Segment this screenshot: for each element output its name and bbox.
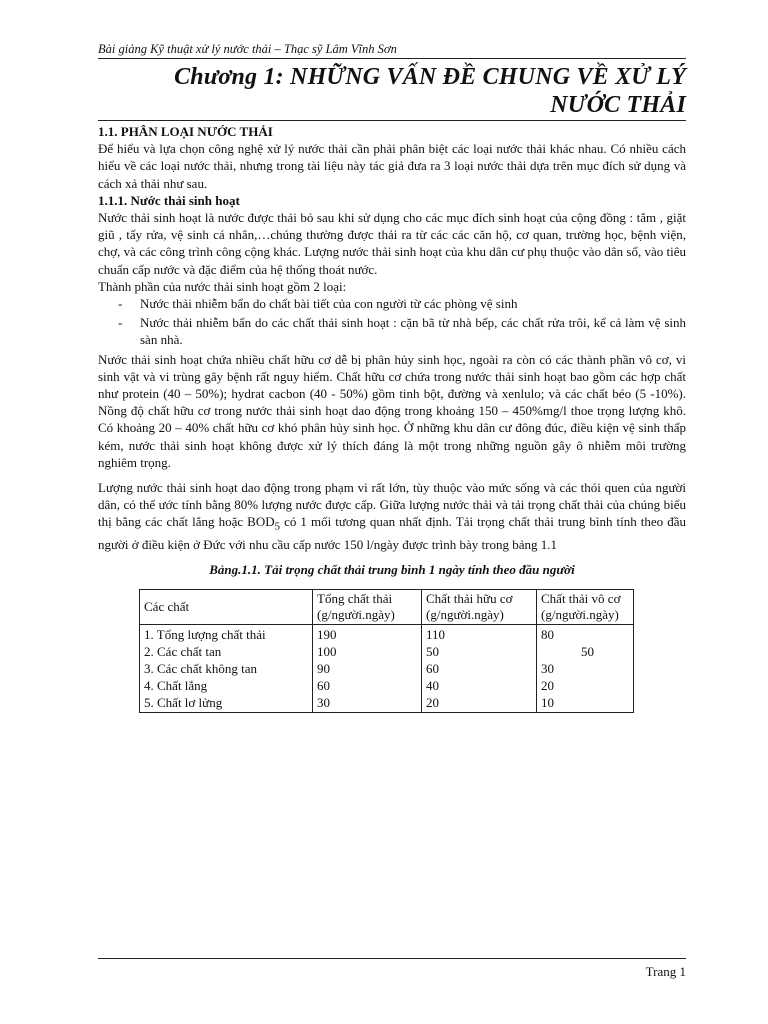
cell-value: 1. Tổng lượng chất thải [144, 626, 266, 642]
paragraph-load-text-cont: có 1 mối tương quan nhất định. Tải trọng chất thải trung bình tính theo đầu người ở điều kiện ở Đức với nhu cầu cấp nước 150 l/ngày được trình bày trong bảng 1.1 [98, 514, 686, 553]
cell-value: 20 [541, 677, 554, 693]
header-total: Tổng chất thải (g/người.ngày) [313, 589, 422, 624]
paragraph-composition: Thành phần của nước thải sinh hoạt gồm 2 loại: [98, 278, 347, 294]
cell-value: 60 [426, 660, 439, 676]
header-substance: Các chất [140, 589, 313, 624]
cell-substance [140, 624, 313, 712]
cell-value: 100 [317, 643, 337, 659]
document-body [98, 123, 686, 713]
running-header: Bài giảng Kỹ thuật xử lý nước thải – Thạc sỹ Lâm Vĩnh Sơn [98, 42, 397, 56]
table-caption: Bảng.1.1. Tải trọng chất thải trung bình 1 ngày tính theo đầu người [209, 562, 575, 578]
title-divider [98, 120, 686, 121]
cell-value: 10 [541, 694, 554, 710]
cell-value: 60 [317, 677, 330, 693]
cell-organic [422, 624, 537, 712]
cell-value: 3. Các chất không tan [144, 660, 257, 676]
bullet-dash: - [118, 315, 123, 331]
cell-value: 50 [581, 643, 594, 659]
paragraph-load [98, 479, 686, 553]
waste-load-table [139, 589, 634, 713]
cell-value: 30 [541, 660, 554, 676]
header-divider [98, 58, 686, 59]
header-inorganic: Chất thải vô cơ (g/người.ngày) [537, 589, 634, 624]
cell-value: 90 [317, 660, 330, 676]
bullet-dash: - [118, 296, 123, 312]
cell-value: 50 [426, 643, 439, 659]
section-intro: Để hiểu và lựa chọn công nghệ xử lý nước thải cần phải phân biệt các loại nước thải khác nhau. Có nhiều cách hiểu về các loại nước thải, nhưng trong tài liệu này tác giả đưa ra 3 loại nước thải dựa trên mục đích sử dụng và cách xả thải như sau. [98, 141, 686, 191]
bod-subscript: 5 [274, 521, 281, 534]
cell-inorganic [537, 624, 634, 712]
cell-value: 5. Chất lơ lửng [144, 694, 223, 710]
list-item [98, 295, 686, 312]
paragraph-definition: Nước thải sinh hoạt là nước được thải bỏ sau khi sử dụng cho các mục đích sinh hoạt của cộng đồng : tắm , giặt giũ , tẩy rửa, vệ sinh cá nhân,…chúng thường được thải ra từ các các căn hộ, cơ quan, trường học, bệnh viện, chợ, và các công trình công cộng khác. Lượng nước thải sinh hoạt của khu dân cư phụ thuộc vào dân số, vào tiêu chuẩn cấp nước và đặc điểm của hệ thống thoát nước. [98, 210, 686, 277]
footer-divider [98, 958, 686, 959]
list-item-text: Nước thải nhiễm bẩn do chất bài tiết của con người từ các phòng vệ sinh [140, 296, 518, 312]
cell-value: 20 [426, 694, 439, 710]
cell-value: 4. Chất lắng [144, 677, 208, 693]
section-heading: 1.1. PHÂN LOẠI NƯỚC THẢI [98, 124, 273, 139]
table-row [140, 624, 634, 712]
cell-value: 80 [541, 626, 554, 642]
list-item [98, 314, 686, 348]
chapter-title: Chương 1: NHỮNG VẤN ĐỀ CHUNG VỀ XỬ LÝ NƯỚC THẢI [174, 64, 686, 118]
cell-total [313, 624, 422, 712]
paragraph-organic-content: Nước thải sinh hoạt chứa nhiều chất hữu cơ dễ bị phân hủy sinh học, ngoài ra còn có các thành phần vô cơ, vi sinh vật và vi trùng gây bệnh rất nguy hiểm. Chất hữu cơ chứa trong nước thải sinh hoạt bao gồm các hợp chất như protein (40 – 50%); hydrat cacbon (40 - 50%) gồm tinh bột, đường và xenlulo; và các chất béo (5 -10%). Nồng độ chất hữu cơ trong nước thải sinh hoạt dao động trong khoảng 150 – 450%mg/l thoe trọng lượng khô. Có khoảng 20 – 40% chất hữu cơ khó phân hủy sinh học. Ở những khu dân cư đông đúc, điều kiện vệ sinh thấp kém, nước thải sinh hoạt không được xử lý thích đáng là một trong những nguồn gây ô nhiễm môi trường nghiêm trọng. [98, 351, 686, 470]
cell-value: 2. Các chất tan [144, 643, 222, 659]
header-organic: Chất thải hữu cơ (g/người.ngày) [422, 589, 537, 624]
paragraph-load-text: Lượng nước thải sinh hoạt dao động trong phạm vi rất lớn, tùy thuộc vào mức sống và các thói quen của người dân, có thể ước tính bằng 80% lượng nước được cấp. Giữa lượng nước thải và tải trọng chất thải của chúng biểu thị bằng các chất lắng hoặc BOD [98, 480, 686, 530]
cell-value: 190 [317, 626, 337, 642]
table-header-row [140, 589, 634, 624]
cell-value: 30 [317, 694, 330, 710]
cell-value: 110 [426, 626, 446, 642]
list-item-text: Nước thải nhiễm bẩn do các chất thải sinh hoạt : cặn bã từ nhà bếp, các chất rửa trôi, kể cả làm vệ sinh sàn nhà. [140, 315, 686, 348]
page-number: Trang 1 [645, 964, 686, 979]
composition-list [98, 295, 686, 349]
cell-value: 40 [426, 677, 439, 693]
subsection-heading: 1.1.1. Nước thải sinh hoạt [98, 192, 240, 208]
document-page [98, 0, 686, 1024]
